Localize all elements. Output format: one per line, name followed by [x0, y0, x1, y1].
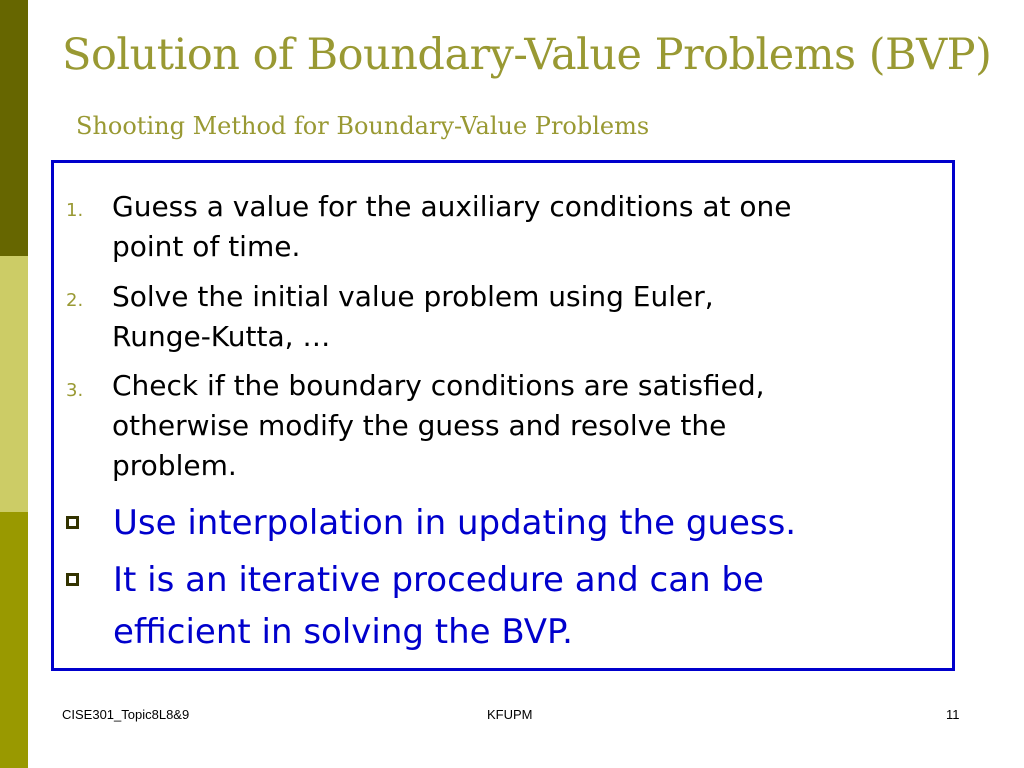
- square-bullet-icon: [66, 516, 79, 529]
- slide-subtitle: Shooting Method for Boundary-Value Problems: [76, 112, 650, 140]
- side-band-bottom: [0, 512, 28, 768]
- footer-page-number: 11: [946, 707, 960, 722]
- bullet-item-2-line-1: It is an iterative procedure and can be: [113, 560, 764, 600]
- side-band-middle: [0, 256, 28, 512]
- slide-title: Solution of Boundary-Value Problems (BVP): [62, 30, 992, 80]
- numbered-item-3-line-1: Check if the boundary conditions are satisfied,: [112, 369, 765, 402]
- footer-course-code: CISE301_Topic8L8&9: [62, 707, 190, 722]
- bullet-item-1: [113, 497, 943, 549]
- numbered-item-1: [112, 187, 952, 267]
- bullet-item-1-line-1: Use interpolation in updating the guess.: [113, 503, 797, 543]
- square-bullet-icon: [66, 573, 79, 586]
- numbered-item-3-line-3: problem.: [112, 449, 237, 482]
- side-band-top: [0, 0, 28, 256]
- list-number-1: 1.: [66, 200, 84, 221]
- numbered-item-1-line-2: point of time.: [112, 230, 301, 263]
- numbered-item-2-line-2: Runge-Kutta, …: [112, 320, 331, 353]
- bullet-item-2: [113, 554, 943, 658]
- numbered-item-3: [112, 366, 952, 486]
- bullet-item-2-line-2: efficient in solving the BVP.: [113, 612, 573, 652]
- numbered-item-2: [112, 277, 952, 357]
- numbered-item-2-line-1: Solve the initial value problem using Euler,: [112, 280, 714, 313]
- footer-institution: KFUPM: [487, 707, 533, 722]
- list-number-3: 3.: [66, 380, 84, 401]
- list-number-2: 2.: [66, 290, 84, 311]
- numbered-item-3-line-2: otherwise modify the guess and resolve the: [112, 409, 727, 442]
- numbered-item-1-line-1: Guess a value for the auxiliary conditions at one: [112, 190, 792, 223]
